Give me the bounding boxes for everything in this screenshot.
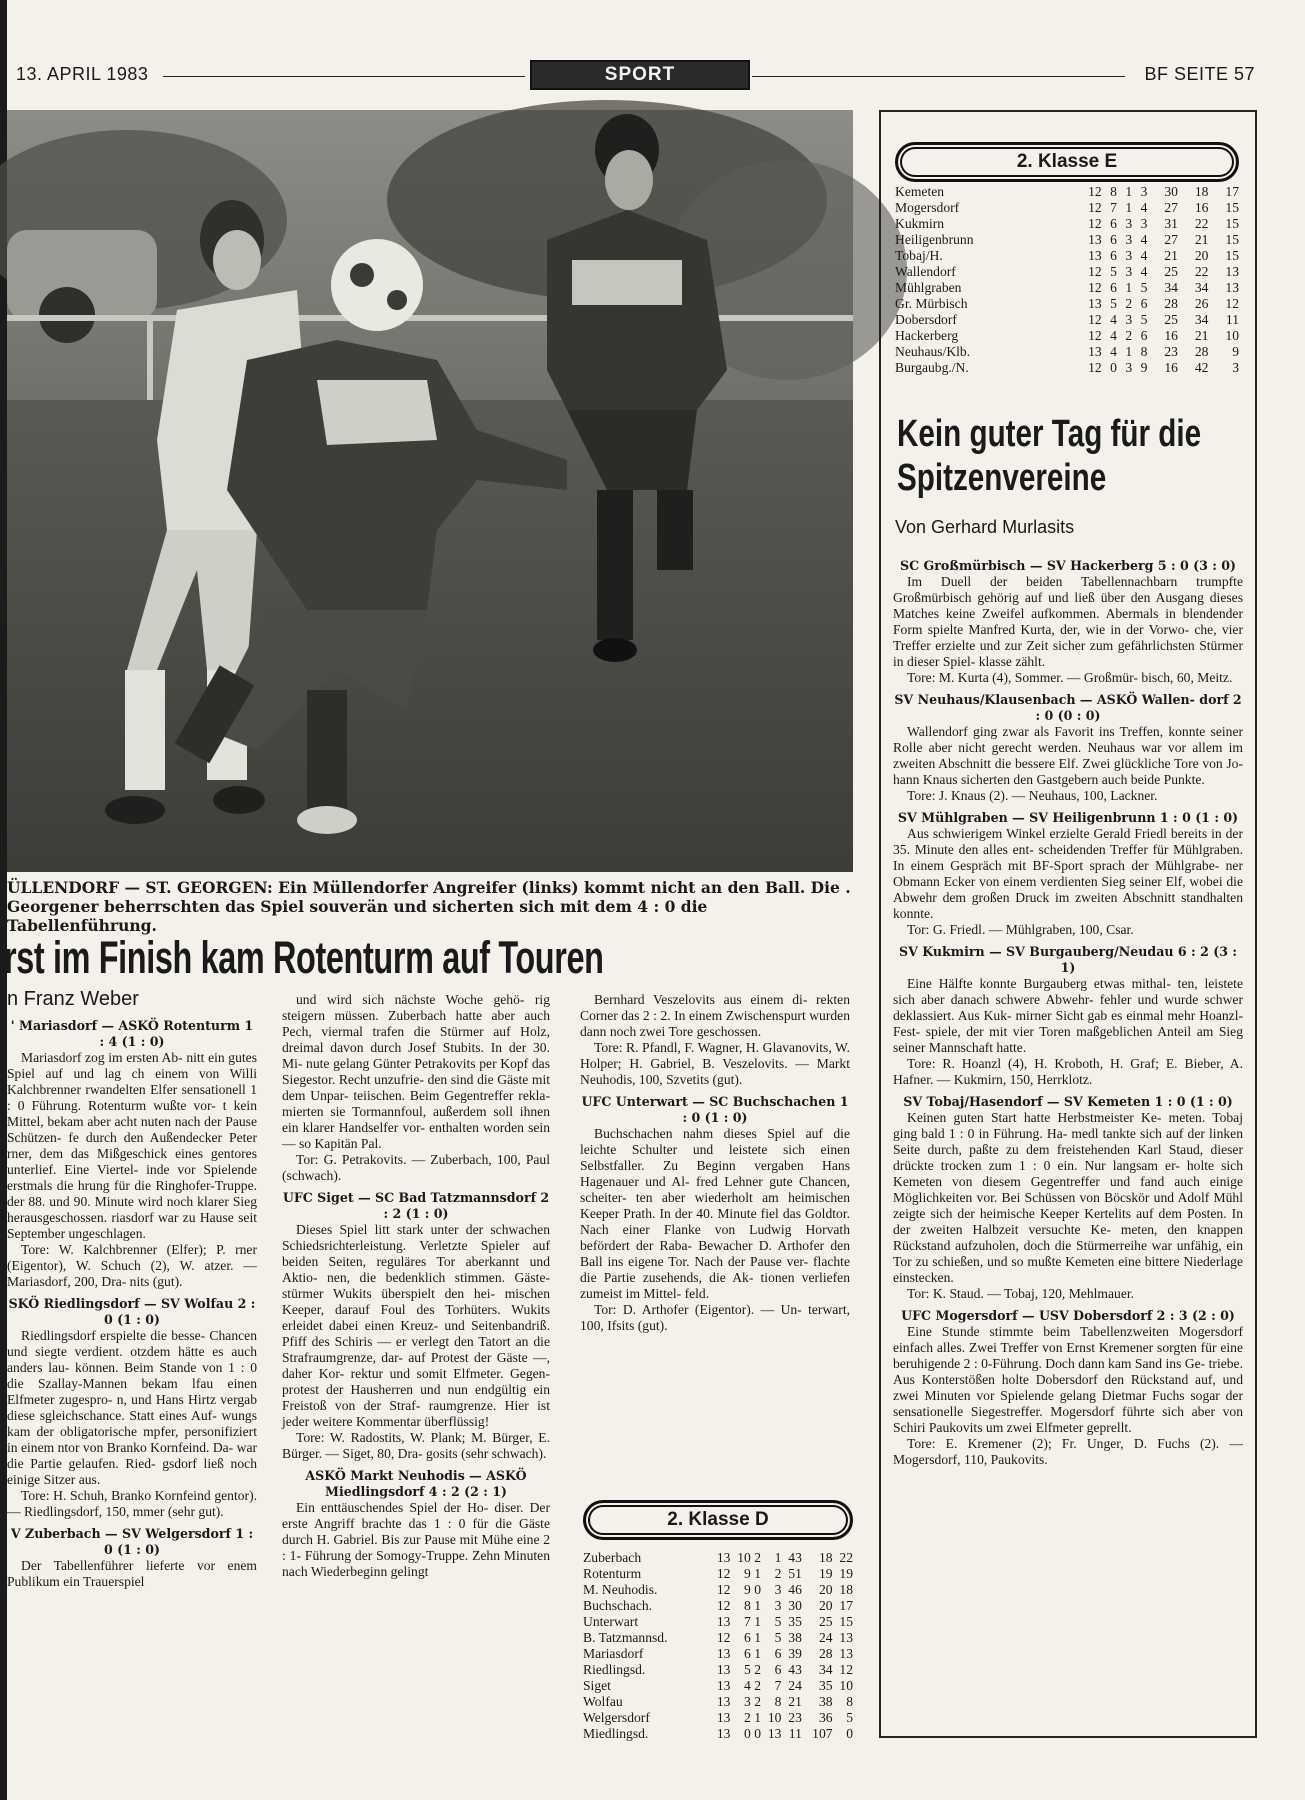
team-stat: 3 — [1140, 184, 1148, 199]
team-stat: 6 — [774, 1646, 782, 1661]
team-stat: 4 — [1110, 328, 1117, 343]
klasse-e-title: 2. Klasse E — [895, 142, 1239, 182]
team-stat: 9 — [744, 1582, 751, 1597]
standings-row — [583, 1662, 853, 1678]
team-name: B. Tatzmannsd. — [583, 1630, 668, 1645]
report-paragraph: Mariasdorf zog im ersten Ab- nitt ein gutes Spiel auf und lag ch einem von Willi Kalchbrenner rwandelten Elfer sensationell 1 : 0 Führung. Rotenturm wußte vor- t kein Mittel, bekam aber acht nuten nach der Pause Schützen- fe durch den Außendecker Peter rner, dem das Mißgeschick eines gentores unterlief. Eine Viertel- inde vor Spielende erstmals die hrung für die Ringhofer-Truppe. der 88. und 90. Minute wird noch klarer Sieg herausgeschossen. riasdorf war zu Hause seit September ungeschlagen. — [7, 1050, 257, 1241]
team-stat: 13 — [716, 1694, 731, 1709]
report-paragraph: Ein enttäuschendes Spiel der Ho- diser. Der erste Angriff brachte das 1 : 0 für die Gäste durch H. Gabriel. Bis zur Pause mit Mühe eine 2 : 1- Führung der Somogy-Truppe. Zehn Minuten nach Wiederbeginn gelingt — [282, 1500, 550, 1579]
match-heading: ' Mariasdorf — ASKÖ Rotenturm 1 : 4 (1 : 0) — [10, 1018, 254, 1049]
standings-row — [895, 328, 1239, 344]
team-stat: 4 — [1140, 200, 1148, 215]
match-heading: ASKÖ Markt Neuhodis — ASKÖ Miedlingsdorf 4 : 2 (2 : 1) — [305, 1468, 527, 1499]
team-stat: 15 — [1225, 216, 1239, 231]
header-rule-right — [752, 76, 1125, 77]
team-stat: 12 — [1225, 296, 1239, 311]
team-stat: 13 — [716, 1550, 731, 1565]
team-stat: 7 — [774, 1678, 782, 1693]
team-stat: 22 — [1194, 264, 1209, 279]
team-name: Gr. Mürbisch — [895, 296, 968, 311]
team-stat: 22 — [839, 1550, 853, 1565]
match-heading: SV Tobaj/Hasendorf — SV Kemeten 1 : 0 (1 : 0) — [903, 1094, 1233, 1109]
team-stat: 8 — [1110, 184, 1117, 199]
team-stat: 2 — [754, 1662, 762, 1677]
team-stat: 28 — [818, 1646, 833, 1661]
standings-row — [895, 216, 1239, 232]
team-stat: 20 — [818, 1582, 833, 1597]
scorers-line: Tor: K. Staud. — Tobaj, 120, Mehlmauer. — [907, 1286, 1135, 1301]
team-stat: 1 — [1125, 184, 1133, 199]
right-article-byline: Von Gerhard Murlasits — [895, 517, 1075, 537]
team-stat: 11 — [1225, 312, 1239, 327]
standings-klasse-d — [583, 1500, 853, 1742]
page-header — [0, 60, 1305, 90]
team-stat: 12 — [1088, 200, 1102, 215]
team-stat: 6 — [744, 1630, 751, 1645]
team-stat: 3 — [1125, 216, 1133, 231]
team-stat: 5 — [846, 1710, 853, 1725]
team-stat: 27 — [1164, 232, 1178, 247]
team-stat: 3 — [744, 1694, 751, 1709]
team-stat: 4 — [1140, 232, 1148, 247]
team-stat: 23 — [1164, 344, 1178, 359]
team-stat: 1 — [754, 1566, 762, 1581]
report-paragraph: Riedlingsdorf erspielte die besse- Chancen und siegte verdient. otzdem hätte es auch anders lau- können. Beim Stande von 1 : 0 die Szallay-Mannen bekam lfau einen Elfmeter zugespro- n, und Hans Hirtz vergab diese sgleichschance. Statt eines Auf- wungs kam der obligatorische mpfer, personifiziert in einem ntor von Branko Kornfeind. Da- war die Partie gelaufen. Ried- gsdorf ließ noch einige Sitzer aus. — [7, 1328, 257, 1487]
report-paragraph: Bernhard Veszelovits aus einem di- rekten Corner das 2 : 2. In einem Zwischenspurt wurden dann noch zwei Tore geschossen. — [580, 992, 850, 1039]
team-stat: 12 — [716, 1598, 731, 1613]
team-stat: 13 — [767, 1726, 782, 1741]
team-stat: 35 — [818, 1678, 833, 1693]
team-stat: 18 — [1194, 184, 1209, 199]
team-stat: 2 — [1125, 296, 1133, 311]
team-stat: 24 — [818, 1630, 833, 1645]
team-stat: 20 — [1194, 248, 1209, 263]
scorers-line: Tore: H. Schuh, Branko Kornfeind gentor). — Riedlingsdorf, 150, mmer (sehr gut). — [7, 1488, 257, 1519]
report-paragraph: Im Duell der beiden Tabellennachbarn trumpfte Großmürbisch gehörig auf und ließ über den Ausgang dieses Matches keine Zweifel aufkommen. Abermals in blendender Form spielte Manfred Kurta, der, wie in der Vorwo- che, vier Treffer erzielte und zur Zeit sicher zum gefährlichsten Stürmer in dieser Spiel- klasse zählt. — [893, 574, 1243, 669]
team-stat: 13 — [1088, 232, 1102, 247]
scorers-line: Tore: W. Radostits, W. Plank; M. Bürger, E. Bürger. — Siget, 80, Dra- gosits (sehr schwach). — [282, 1430, 550, 1461]
standings-row — [895, 312, 1239, 328]
team-stat: 13 — [1225, 280, 1239, 295]
team-stat: 35 — [788, 1614, 802, 1629]
team-name: Mogersdorf — [895, 200, 960, 215]
team-name: M. Neuhodis. — [583, 1582, 658, 1597]
team-stat: 34 — [1164, 280, 1178, 295]
team-stat: 13 — [1088, 248, 1102, 263]
team-stat: 6 — [1140, 328, 1148, 343]
team-stat: 15 — [1225, 248, 1239, 263]
scorers-line: Tore: W. Kalchbrenner (Elfer); P. rner (Eigentor), W. Schuch (2), W. atzer. — Mariasdorf, 200, Dra- nits (gut). — [7, 1242, 257, 1289]
standings-table-e — [895, 184, 1239, 376]
team-stat: 21 — [1164, 248, 1178, 263]
report-paragraph: Buchschachen nahm dieses Spiel auf die leichte Schulter und leistete sich einen Selbstfaller. Zu Beginn vergaben Hans Hagenauer und Al- fred Lehner gute Chancen, scheiter- ten aber wiederholt am heimischen Keeper Prath. In der 40. Minute fiel das Goldtor. Nach einer Flanke von Ludwig Horvath befördert der Raba- Bewacher D. Arthofer den Ball ins eigene Tor. Nach der Pause ver- flachte die Partie zusehends, die Ak- tionen verliefen zumeist im Mittel- feld. — [580, 1126, 850, 1301]
team-stat: 15 — [1225, 200, 1239, 215]
team-stat: 12 — [716, 1630, 731, 1645]
team-stat: 25 — [1164, 264, 1178, 279]
team-stat: 5 — [1140, 312, 1148, 327]
team-name: Dobersdorf — [895, 312, 957, 327]
team-stat: 5 — [744, 1662, 751, 1677]
match-heading: UFC Siget — SC Bad Tatzmannsdorf 2 : 2 (1 : 0) — [282, 1190, 550, 1221]
team-stat: 18 — [818, 1550, 833, 1565]
standings-table-d — [583, 1550, 853, 1742]
report-paragraph: Keinen guten Start hatte Herbstmeister Ke- meten. Tobaj ging bald 1 : 0 in Führung. Ha- medl tankte sich auf der linken Seite durch, paßte zu dem freistehenden Karl Staud, dieser drückte trocken zum 1 : 0 ein. Nur langsam er- holte sich Kemeten von diesem Gegentreffer und fand auch einige Möglichkeiten vor. Bei Schüssen von Böcskör und Adolf Mühl zeigte sich der heimische Keeper Kertelits auf dem Posten. In der zweiten Halbzeit versuchte Ke- meten, den knappen Rückstand aufzuholen, doch die Stürmerreihe war unfähig, ein Tor zu schießen, und so mußte Kemeten eine bittere Niederlage einstecken. — [893, 1110, 1243, 1285]
team-stat: 28 — [1164, 296, 1178, 311]
standings-row — [583, 1710, 853, 1726]
standings-row — [895, 232, 1239, 248]
team-stat: 0 — [744, 1726, 751, 1741]
team-stat: 4 — [1110, 312, 1117, 327]
team-stat: 20 — [818, 1598, 833, 1613]
team-stat: 15 — [839, 1614, 853, 1629]
team-name: Siget — [583, 1678, 611, 1693]
team-name: Kukmirn — [895, 216, 945, 231]
team-stat: 26 — [1194, 296, 1209, 311]
team-stat: 46 — [788, 1582, 802, 1597]
team-stat: 7 — [744, 1614, 751, 1629]
report-paragraph: Der Tabellenführer lieferte vor enem Publikum ein Trauerspiel — [7, 1558, 257, 1589]
team-stat: 3 — [1125, 248, 1133, 263]
report-paragraph: Eine Stunde stimmte beim Tabellenzweiten Mogersdorf einfach alles. Zwei Treffer von Ernst Kremener sorgten für eine beruhigende 2 : 0-Führung. Doch dann kam Sand ins Ge- triebe. Aus Konterstößen holte Dobersdorf den Rückstand auf, und zwei Minuten vor Spielende gelang Dietmar Fuchs sogar der sensationelle Siegestreffer. Mogersdorf führte sich aber von Schiri Paukovits um zwei Elfmeter geprellt. — [893, 1324, 1243, 1435]
team-stat: 107 — [812, 1726, 833, 1741]
team-stat: 12 — [1088, 264, 1102, 279]
match-heading: SV Mühlgraben — SV Heiligenbrunn 1 : 0 (1 : 0) — [897, 810, 1239, 825]
team-stat: 5 — [1110, 296, 1117, 311]
standings-row — [583, 1566, 853, 1582]
team-stat: 38 — [818, 1694, 833, 1709]
team-stat: 43 — [788, 1550, 802, 1565]
article-column-2 — [282, 992, 550, 1782]
team-stat: 1 — [774, 1550, 782, 1565]
issue-date: 13. APRIL 1983 — [16, 64, 149, 84]
team-stat: 9 — [1140, 360, 1148, 375]
standings-row — [583, 1726, 853, 1742]
team-stat: 13 — [716, 1614, 731, 1629]
team-stat: 25 — [818, 1614, 833, 1629]
team-stat: 21 — [1194, 232, 1209, 247]
report-paragraph: Eine Hälfte konnte Burgauberg etwas mithal- ten, leistete sich aber danach schwere Abwehr- fehler und wurde schwer deklassiert. Aus Kuk- mirner Sicht gab es einmal mehr Hoanzl-Fest- spiele, der mit vier Toren maßgeblichen Anteil am Sieg seiner Mannschaft hatte. — [893, 976, 1243, 1055]
standings-row — [583, 1646, 853, 1662]
standings-row — [895, 344, 1239, 360]
right-column-box — [879, 110, 1257, 1738]
team-name: Riedlingsd. — [583, 1662, 646, 1677]
team-stat: 21 — [1194, 328, 1209, 343]
team-stat: 23 — [788, 1710, 802, 1725]
team-stat: 34 — [1194, 312, 1209, 327]
team-stat: 21 — [788, 1694, 802, 1709]
team-stat: 13 — [839, 1630, 853, 1645]
team-stat: 5 — [1110, 264, 1117, 279]
team-stat: 0 — [754, 1726, 762, 1741]
team-name: Rotenturm — [583, 1566, 642, 1581]
standings-row — [895, 184, 1239, 200]
team-stat: 17 — [1225, 184, 1239, 199]
report-paragraph: und wird sich nächste Woche gehö- rig steigern müssen. Zuberbach hatte aber auch Pech, viermal trafen die Stürmer auf Holz, dreimal davon durch Josef Stubits. In der 30. Mi- nute gelang Günter Petrakovits per Kopf das Siegestor. Recht unzufrie- den sind die Gäste mit dem Unpar- teiischen. Beim Gegentreffer rekla- mierten sie Tormannfoul, außerdem soll ihnen ein klarer Handselfer vor- enthalten worden sein — so Kapitän Pal. — [282, 992, 550, 1151]
team-stat: 16 — [1164, 360, 1178, 375]
team-stat: 19 — [818, 1566, 833, 1581]
team-stat: 39 — [788, 1646, 802, 1661]
team-stat: 3 — [774, 1598, 782, 1613]
team-stat: 17 — [839, 1598, 853, 1613]
team-stat: 16 — [1164, 328, 1178, 343]
team-stat: 6 — [1110, 232, 1117, 247]
team-stat: 12 — [716, 1566, 731, 1581]
team-stat: 2 — [754, 1550, 762, 1565]
team-stat: 0 — [846, 1726, 853, 1741]
team-stat: 13 — [839, 1646, 853, 1661]
team-stat: 3 — [1125, 312, 1133, 327]
team-stat: 0 — [754, 1582, 762, 1597]
team-stat: 4 — [1110, 344, 1117, 359]
team-stat: 42 — [1194, 360, 1209, 375]
team-stat: 1 — [1125, 344, 1133, 359]
team-stat: 34 — [818, 1662, 833, 1677]
team-name: Mühlgraben — [895, 280, 962, 295]
team-stat: 12 — [1088, 360, 1102, 375]
report-paragraph: Aus schwierigem Winkel erzielte Gerald Friedl bereits in der 35. Minute den alles ent- scheidenden Treffer für Mühlgraben. In einem Gespräch mit BF-Sport sprach der Mühlgrabe- ner Obmann Ecker von einem verdienten Sieg seiner Elf, wobei die Abwehr dem großen Druck im zweiten Abschnitt standhalten konnte. — [893, 826, 1243, 921]
scorers-line: Tore: M. Kurta (4), Sommer. — Großmür- bisch, 60, Meitz. — [907, 670, 1233, 685]
match-photo — [7, 110, 853, 872]
article-column-3 — [580, 992, 850, 1333]
team-stat: 8 — [774, 1694, 782, 1709]
team-stat: 15 — [1225, 232, 1239, 247]
team-stat: 1 — [754, 1630, 762, 1645]
team-stat: 2 — [1125, 328, 1133, 343]
team-stat: 10 — [839, 1678, 853, 1693]
team-stat: 13 — [716, 1646, 731, 1661]
article-column-1 — [7, 1012, 257, 1782]
team-stat: 0 — [1110, 360, 1117, 375]
team-stat: 1 — [754, 1646, 762, 1661]
team-name: Hackerberg — [895, 328, 959, 343]
team-stat: 5 — [1140, 280, 1148, 295]
team-stat: 6 — [1110, 216, 1117, 231]
team-stat: 13 — [716, 1726, 731, 1741]
team-stat: 10 — [767, 1710, 782, 1725]
team-stat: 4 — [1140, 248, 1148, 263]
standings-row — [895, 360, 1239, 376]
match-heading: SKÖ Riedlingsdorf — SV Wolfau 2 : 0 (1 : 0) — [8, 1296, 256, 1327]
standings-row — [583, 1582, 853, 1598]
header-rule-left — [163, 76, 525, 77]
scorers-line: Tore: R. Pfandl, F. Wagner, H. Glavanovits, W. Holper; H. Gabriel, B. Veszelovits. — Markt Neuhodis, 100, Szvetits (gut). — [580, 1040, 850, 1087]
team-stat: 4 — [1140, 264, 1148, 279]
standings-row — [583, 1694, 853, 1710]
team-stat: 8 — [846, 1694, 853, 1709]
team-stat: 13 — [1088, 344, 1102, 359]
team-stat: 24 — [788, 1678, 802, 1693]
team-stat: 3 — [1125, 264, 1133, 279]
team-stat: 12 — [1088, 216, 1102, 231]
team-stat: 31 — [1164, 216, 1178, 231]
team-stat: 5 — [774, 1630, 782, 1645]
team-stat: 34 — [1194, 280, 1209, 295]
standings-row — [895, 296, 1239, 312]
team-stat: 3 — [1125, 360, 1133, 375]
team-stat: 1 — [754, 1710, 762, 1725]
team-stat: 13 — [716, 1662, 731, 1677]
team-name: Welgersdorf — [583, 1710, 650, 1725]
team-stat: 36 — [818, 1710, 833, 1725]
team-name: Zuberbach — [583, 1550, 642, 1565]
team-name: Buchschach. — [583, 1598, 653, 1613]
right-article-body — [893, 552, 1243, 1732]
team-stat: 28 — [1194, 344, 1209, 359]
standings-row — [583, 1598, 853, 1614]
scorers-line: Tor: G. Friedl. — Mühlgraben, 100, Csar. — [907, 922, 1134, 937]
team-stat: 1 — [754, 1614, 762, 1629]
standings-row — [895, 248, 1239, 264]
team-stat: 25 — [1164, 312, 1178, 327]
team-stat: 3 — [774, 1582, 782, 1597]
team-stat: 3 — [1125, 232, 1133, 247]
team-stat: 12 — [1088, 312, 1102, 327]
team-stat: 5 — [774, 1614, 782, 1629]
article-headline: rst im Finish kam Rotenturm auf Touren — [4, 932, 604, 983]
team-stat: 7 — [1110, 200, 1117, 215]
team-stat: 2 — [744, 1710, 751, 1725]
team-stat: 6 — [774, 1662, 782, 1677]
page-number: BF SEITE 57 — [1144, 64, 1255, 84]
team-stat: 51 — [788, 1566, 802, 1581]
match-heading: V Zuberbach — SV Welgersdorf 1 : 0 (1 : 0) — [10, 1526, 254, 1557]
team-stat: 13 — [1088, 296, 1102, 311]
team-stat: 10 — [1225, 328, 1239, 343]
standings-row — [583, 1614, 853, 1630]
team-stat: 8 — [744, 1598, 751, 1613]
match-heading: UFC Mogersdorf — USV Dobersdorf 2 : 3 (2 : 0) — [901, 1308, 1235, 1323]
standings-row — [583, 1550, 853, 1566]
scorers-line: Tor: G. Petrakovits. — Zuberbach, 100, Paul (schwach). — [282, 1152, 550, 1183]
photo-caption: ÜLLENDORF — ST. GEORGEN: Ein Müllendorfer Angreifer (links) kommt nicht an den Ball. Die . Georgener beherrschten das Spiel souverän und sicherten sich mit dem 4 : 0 die Tabellenführung. — [7, 878, 851, 935]
team-stat: 6 — [1140, 296, 1148, 311]
team-stat: 30 — [788, 1598, 802, 1613]
section-label: SPORT — [530, 60, 750, 90]
team-stat: 2 — [774, 1566, 782, 1581]
team-stat: 9 — [1232, 344, 1239, 359]
scorers-line: Tore: R. Hoanzl (4), H. Kroboth, H. Graf; E. Bieber, A. Hafner. — Kukmirn, 150, Herrklotz. — [893, 1056, 1243, 1087]
scorers-line: Tore: E. Kremener (2); Fr. Unger, D. Fuchs (2). — Mogersdorf, 110, Paukovits. — [893, 1436, 1243, 1467]
team-stat: 22 — [1194, 216, 1209, 231]
team-stat: 12 — [1088, 328, 1102, 343]
standings-row — [583, 1678, 853, 1694]
standings-row — [895, 280, 1239, 296]
match-heading: SC Großmürbisch — SV Hackerberg 5 : 0 (3 : 0) — [899, 558, 1237, 573]
team-name: Tobaj/H. — [895, 248, 943, 263]
scorers-line: Tor: D. Arthofer (Eigentor). — Un- terwart, 100, Ifsits (gut). — [580, 1302, 850, 1333]
scorers-line: Tore: J. Knaus (2). — Neuhaus, 100, Lackner. — [907, 788, 1158, 803]
team-stat: 13 — [716, 1710, 731, 1725]
team-name: Heiligenbrunn — [895, 232, 974, 247]
team-stat: 13 — [716, 1678, 731, 1693]
team-stat: 2 — [754, 1694, 762, 1709]
team-name: Neuhaus/Klb. — [895, 344, 971, 359]
team-stat: 13 — [1225, 264, 1239, 279]
team-stat: 30 — [1164, 184, 1178, 199]
report-paragraph: Wallendorf ging zwar als Favorit ins Treffen, konnte seiner Rolle aber nicht gerecht werden. Neuhaus war vor allem im zweiten Abschnitt die bessere Elf. Zwei glückliche Tore von Jo- hann Knaus sicherten den Gastgebern auch beide Punkte. — [893, 724, 1243, 787]
team-stat: 1 — [1125, 280, 1133, 295]
team-name: Miedlingsd. — [583, 1726, 649, 1741]
klasse-d-title: 2. Klasse D — [583, 1500, 853, 1540]
team-stat: 1 — [754, 1598, 762, 1613]
match-heading: SV Kukmirn — SV Burgauberg/Neudau 6 : 2 (3 : 1) — [898, 944, 1237, 975]
team-stat: 12 — [839, 1662, 853, 1677]
team-name: Kemeten — [895, 184, 945, 199]
team-stat: 4 — [744, 1678, 751, 1693]
team-stat: 3 — [1140, 216, 1148, 231]
team-stat: 18 — [839, 1582, 853, 1597]
standings-row — [583, 1630, 853, 1646]
team-stat: 19 — [839, 1566, 853, 1581]
team-name: Wolfau — [583, 1694, 623, 1709]
standings-klasse-e — [895, 142, 1239, 376]
team-name: Mariasdorf — [583, 1646, 644, 1661]
standings-row — [895, 264, 1239, 280]
team-name: Unterwart — [583, 1614, 639, 1629]
team-stat: 11 — [788, 1726, 802, 1741]
team-stat: 10 — [737, 1550, 751, 1565]
team-stat: 43 — [788, 1662, 802, 1677]
article-byline: n Franz Weber — [7, 988, 139, 1010]
match-heading: SV Neuhaus/Klausenbach — ASKÖ Wallen- dorf 2 : 0 (0 : 0) — [894, 692, 1242, 723]
team-stat: 1 — [1125, 200, 1133, 215]
team-stat: 12 — [716, 1582, 731, 1597]
team-stat: 6 — [1110, 280, 1117, 295]
standings-row — [895, 200, 1239, 216]
team-stat: 38 — [788, 1630, 802, 1645]
team-stat: 12 — [1088, 184, 1102, 199]
match-heading: UFC Unterwart — SC Buchschachen 1 : 0 (1 : 0) — [581, 1094, 849, 1125]
team-stat: 9 — [744, 1566, 751, 1581]
team-stat: 12 — [1088, 280, 1102, 295]
team-stat: 8 — [1140, 344, 1148, 359]
team-stat: 27 — [1164, 200, 1178, 215]
report-paragraph: Dieses Spiel litt stark unter der schwachen Schiedsrichterleistung. Verletzte Spieler auf beiden Seiten, reguläres Tor aberkannt und Aktio- nen, die bedenklich stimmen. Gäste- stürmer Wukits überspielt den hei- mischen Keeper, darauf Foul des Torhüters. Wukits erleidet dabei einen Kreuz- und Seitenbandriß. Pfiff des Schiris — er verlegt den Tatort an die Strafraumgrenze, dar- auf Protest der Gäste —, daher Kor- rektur und somit Elfmeter. Gegen- protest der Hausherren und nun endgültig ein Freistoß von der Straf- raumgrenze. Hier ist jeder weitere Kommentar überflüssig! — [282, 1222, 550, 1429]
team-name: Burgaubg./N. — [895, 360, 969, 375]
right-article-headline: Kein guter Tag für die Spitzenvereine — [897, 413, 1202, 499]
team-stat: 3 — [1232, 360, 1239, 375]
team-stat: 16 — [1194, 200, 1209, 215]
football-players-image — [7, 110, 853, 872]
team-stat: 2 — [754, 1678, 762, 1693]
team-name: Wallendorf — [895, 264, 956, 279]
team-stat: 6 — [744, 1646, 751, 1661]
team-stat: 6 — [1110, 248, 1117, 263]
